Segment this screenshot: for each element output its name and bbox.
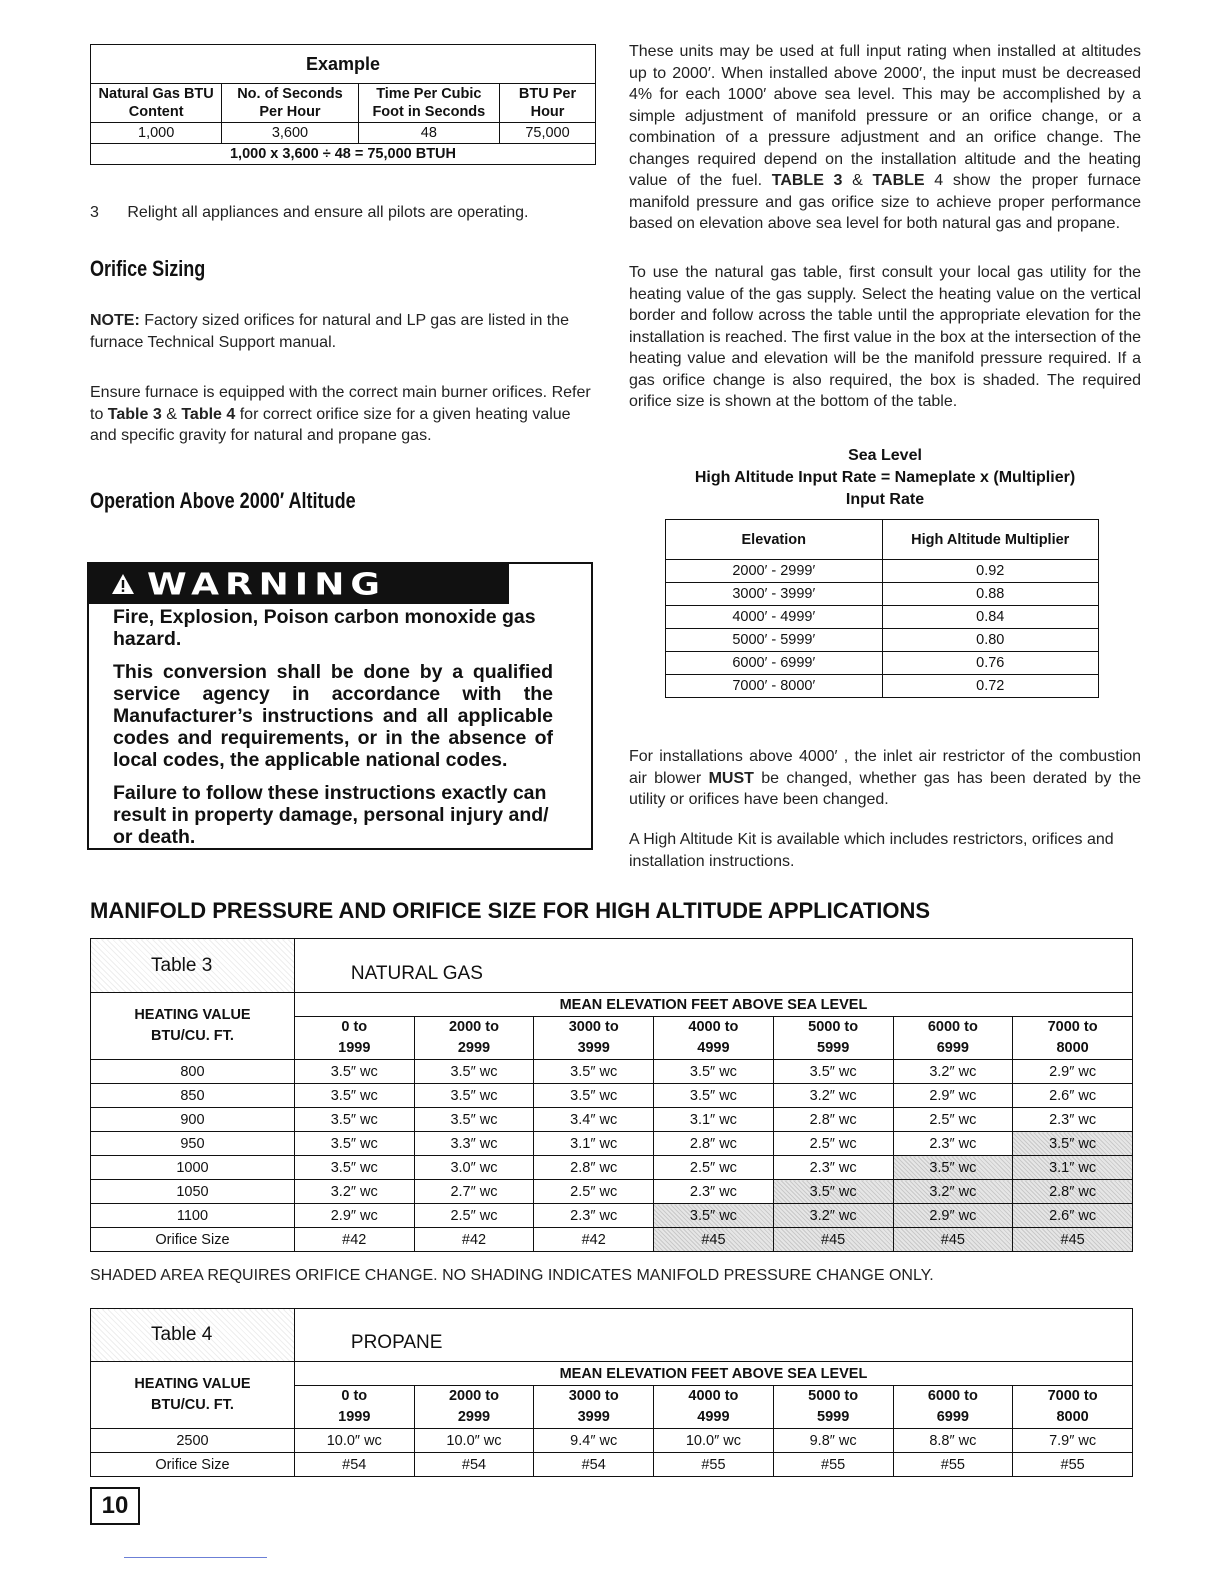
col-range-end: 2999 bbox=[457, 1040, 491, 1056]
orifice-note bbox=[90, 310, 600, 353]
step-number: 3 bbox=[90, 204, 99, 221]
orifice-size: #45 bbox=[893, 1228, 1013, 1252]
pressure-cell: 3.5″ wc bbox=[654, 1060, 774, 1084]
heating-value-cell bbox=[91, 1362, 295, 1429]
alt-cell: 7000′ - 8000′ bbox=[666, 675, 883, 698]
alt-cell: 4000′ - 4999′ bbox=[666, 606, 883, 629]
orifice-size: #42 bbox=[414, 1228, 534, 1252]
col-range-start: 4000 to bbox=[688, 1019, 739, 1035]
pressure-cell: 2.5″ wc bbox=[773, 1132, 893, 1156]
col-range-end: 8000 bbox=[1056, 1409, 1089, 1425]
warning-failure: Failure to follow these instructions exactly can result in property damage, personal injury and/ or death. bbox=[113, 782, 549, 848]
table4-label-cell bbox=[91, 1309, 295, 1362]
shaded-pressure-cell: 3.5″ wc bbox=[893, 1156, 1013, 1180]
alt-cell: 0.84 bbox=[882, 606, 1099, 629]
alt-header: Elevation bbox=[666, 520, 883, 560]
pressure-cell: 9.8″ wc bbox=[773, 1429, 893, 1453]
example-cell: 48 bbox=[358, 123, 499, 144]
footer-rule bbox=[124, 1557, 267, 1558]
col-range-end: 8000 bbox=[1056, 1040, 1089, 1056]
orifice-size: #54 bbox=[294, 1453, 414, 1477]
orifice-size: #42 bbox=[534, 1228, 654, 1252]
orifice-label: Orifice Size bbox=[91, 1453, 295, 1477]
pressure-cell: 10.0″ wc bbox=[654, 1429, 774, 1453]
pressure-cell: 2.5″ wc bbox=[654, 1156, 774, 1180]
section-title: MANIFOLD PRESSURE AND ORIFICE SIZE FOR HIGH ALTITUDE APPLICATIONS bbox=[90, 898, 931, 923]
table4-col-header bbox=[294, 1386, 414, 1429]
alt-cell: 2000′ - 2999′ bbox=[666, 560, 883, 583]
table3-label: Table 3 bbox=[151, 954, 213, 976]
example-cell: 75,000 bbox=[500, 123, 596, 144]
orifice-size: #55 bbox=[893, 1453, 1013, 1477]
formula-top: Sea Level bbox=[848, 447, 922, 464]
shading-note: SHADED AREA REQUIRES ORIFICE CHANGE. NO SHADING INDICATES MANIFOLD PRESSURE CHANGE ONLY. bbox=[90, 1267, 934, 1284]
shaded-pressure-cell: 2.9″ wc bbox=[893, 1204, 1013, 1228]
alt-cell: 0.80 bbox=[882, 629, 1099, 652]
para-text: For installations above 4000′ , the inlet air restrictor of the combustion air blower bbox=[629, 748, 1141, 787]
pressure-cell: 3.5″ wc bbox=[534, 1060, 654, 1084]
orifice-label: Orifice Size bbox=[91, 1228, 295, 1252]
amp: & bbox=[166, 405, 177, 423]
pressure-cell: 2.3″ wc bbox=[893, 1132, 1013, 1156]
alt-cell: 0.76 bbox=[882, 652, 1099, 675]
orifice-size: #42 bbox=[294, 1228, 414, 1252]
alt-cell: 5000′ - 5999′ bbox=[666, 629, 883, 652]
shaded-pressure-cell: 2.6″ wc bbox=[1013, 1204, 1133, 1228]
table4-col-header bbox=[893, 1386, 1013, 1429]
col-range-start: 3000 to bbox=[568, 1388, 619, 1404]
hv-label: HEATING VALUE bbox=[134, 1007, 251, 1023]
orifice-size: #55 bbox=[654, 1453, 774, 1477]
table4-col-header bbox=[773, 1386, 893, 1429]
alt-cell: 6000′ - 6999′ bbox=[666, 652, 883, 675]
pressure-cell: 3.2″ wc bbox=[893, 1060, 1013, 1084]
shaded-pressure-cell: 3.5″ wc bbox=[654, 1204, 774, 1228]
table3-row bbox=[91, 1132, 1133, 1156]
table4-col-header bbox=[1013, 1386, 1133, 1429]
para-text: These units may be used at full input rating when installed at altitudes up to 2000′. When installed above 2000′, the input must be decreased 4% for each 1000′ above sea level. This may be accomplished by a simple adjustment of manifold pressure or an orifice change, or a combination of a pressure adjustment and an orifice change. The changes required depend on the installation altitude and the heating value of the fuel. bbox=[629, 43, 1141, 189]
page-number: 10 bbox=[90, 1487, 140, 1525]
table3-row bbox=[91, 1108, 1133, 1132]
heating-value: 1050 bbox=[91, 1180, 295, 1204]
table3-ref: Table 3 bbox=[107, 405, 162, 423]
pressure-cell: 2.8″ wc bbox=[534, 1156, 654, 1180]
pressure-cell: 2.5″ wc bbox=[534, 1180, 654, 1204]
table4-title: PROPANE bbox=[294, 1309, 1132, 1362]
table3-row bbox=[91, 1060, 1133, 1084]
pressure-cell: 7.9″ wc bbox=[1013, 1429, 1133, 1453]
alt-cell: 0.88 bbox=[882, 583, 1099, 606]
pressure-cell: 2.7″ wc bbox=[414, 1180, 534, 1204]
pressure-cell: 3.5″ wc bbox=[294, 1108, 414, 1132]
col-range-end: 5999 bbox=[817, 1409, 850, 1425]
pressure-cell: 2.3″ wc bbox=[534, 1204, 654, 1228]
natural-gas-table bbox=[90, 938, 1133, 1252]
example-cell: 3,600 bbox=[222, 123, 358, 144]
table3-col-header bbox=[1013, 1017, 1133, 1060]
table4-col-header bbox=[414, 1386, 534, 1429]
shaded-pressure-cell: 3.5″ wc bbox=[773, 1180, 893, 1204]
pressure-cell: 8.8″ wc bbox=[893, 1429, 1013, 1453]
table4-ref: Table 4 bbox=[181, 405, 236, 423]
hv-unit: BTU/CU. FT. bbox=[150, 1028, 234, 1044]
step-3 bbox=[90, 202, 600, 224]
table3-col-header bbox=[534, 1017, 654, 1060]
mean-elevation-header: MEAN ELEVATION FEET ABOVE SEA LEVEL bbox=[294, 1362, 1132, 1386]
amp: & bbox=[852, 172, 863, 189]
table3-col-header bbox=[773, 1017, 893, 1060]
col-range-start: 3000 to bbox=[568, 1019, 619, 1035]
example-header: Natural Gas BTU Content bbox=[91, 84, 222, 123]
pressure-cell: 3.2″ wc bbox=[773, 1084, 893, 1108]
col-range-end: 5999 bbox=[817, 1040, 850, 1056]
operation-heading: Operation Above 2000′ Altitude bbox=[90, 488, 356, 513]
col-range-end: 4999 bbox=[697, 1409, 730, 1425]
warning-triangle-icon bbox=[111, 573, 135, 595]
pressure-cell: 2.3″ wc bbox=[654, 1180, 774, 1204]
col-range-end: 6999 bbox=[936, 1040, 969, 1056]
pressure-cell: 2.3″ wc bbox=[773, 1156, 893, 1180]
pressure-cell: 2.5″ wc bbox=[893, 1108, 1013, 1132]
orifice-size: #55 bbox=[773, 1453, 893, 1477]
col-range-end: 6999 bbox=[936, 1409, 969, 1425]
table3-col-header bbox=[294, 1017, 414, 1060]
input-rate-formula bbox=[629, 445, 1141, 511]
heating-value: 950 bbox=[91, 1132, 295, 1156]
table3-title: NATURAL GAS bbox=[294, 939, 1132, 993]
must-emphasis: MUST bbox=[708, 769, 754, 787]
pressure-cell: 3.0″ wc bbox=[414, 1156, 534, 1180]
shaded-pressure-cell: 3.2″ wc bbox=[773, 1204, 893, 1228]
col-range-start: 0 to bbox=[341, 1388, 368, 1404]
alt-cell: 0.92 bbox=[882, 560, 1099, 583]
orifice-size: #45 bbox=[654, 1228, 774, 1252]
alt-header: High Altitude Multiplier bbox=[882, 520, 1099, 560]
pressure-cell: 3.4″ wc bbox=[534, 1108, 654, 1132]
example-cell: 1,000 bbox=[91, 123, 222, 144]
col-range-end: 4999 bbox=[697, 1040, 730, 1056]
orifice-size: #45 bbox=[773, 1228, 893, 1252]
pressure-cell: 3.1″ wc bbox=[654, 1108, 774, 1132]
col-range-start: 0 to bbox=[341, 1019, 368, 1035]
table4-row bbox=[91, 1429, 1133, 1453]
orifice-paragraph bbox=[90, 382, 600, 447]
pressure-cell: 10.0″ wc bbox=[294, 1429, 414, 1453]
para-text: for correct orifice size for a given heating value and specific gravity for natural and propane gas. bbox=[90, 405, 571, 444]
example-header: No. of Seconds Per Hour bbox=[222, 84, 358, 123]
pressure-cell: 3.2″ wc bbox=[294, 1180, 414, 1204]
para-text: Ensure furnace is equipped with the correct main burner orifices. Refer to bbox=[90, 384, 591, 423]
col-range-start: 2000 to bbox=[448, 1019, 499, 1035]
table4-orifice-row bbox=[91, 1453, 1133, 1477]
restrictor-paragraph bbox=[629, 746, 1141, 811]
pressure-cell: 10.0″ wc bbox=[414, 1429, 534, 1453]
pressure-cell: 3.5″ wc bbox=[294, 1132, 414, 1156]
orifice-size: #55 bbox=[1013, 1453, 1133, 1477]
note-text: Factory sized orifices for natural and LP gas are listed in the furnace Technical Support manual. bbox=[90, 312, 570, 351]
col-range-end: 3999 bbox=[577, 1409, 610, 1425]
pressure-cell: 3.5″ wc bbox=[294, 1084, 414, 1108]
formula-mid: High Altitude Input Rate = Nameplate x (Multiplier) bbox=[694, 469, 1076, 486]
table4-col-header bbox=[654, 1386, 774, 1429]
pressure-cell: 3.5″ wc bbox=[414, 1108, 534, 1132]
col-range-end: 1999 bbox=[338, 1040, 371, 1056]
kit-paragraph: A High Altitude Kit is available which includes restrictors, orifices and installation instructions. bbox=[629, 831, 1114, 870]
para-text: be changed, whether gas has been derated by the utility or orifices have been changed. bbox=[629, 769, 1141, 808]
pressure-cell: 3.5″ wc bbox=[294, 1060, 414, 1084]
warning-conversion: This conversion shall be done by a qualified service agency in accordance with the Manufacturer’s instructions and all applicable codes and requirements, or in the absence of local codes, the applicable national codes. bbox=[113, 661, 553, 771]
col-range-start: 7000 to bbox=[1047, 1388, 1098, 1404]
table3-ref: TABLE 3 bbox=[771, 172, 843, 189]
table4-label: Table 4 bbox=[151, 1324, 213, 1345]
table3-label-cell bbox=[91, 939, 295, 993]
col-range-start: 5000 to bbox=[808, 1019, 859, 1035]
warning-box bbox=[87, 562, 593, 850]
shaded-pressure-cell: 3.2″ wc bbox=[893, 1180, 1013, 1204]
col-range-end: 3999 bbox=[577, 1040, 610, 1056]
pressure-cell: 2.9″ wc bbox=[1013, 1060, 1133, 1084]
col-range-start: 7000 to bbox=[1047, 1019, 1098, 1035]
table3-row bbox=[91, 1084, 1133, 1108]
natural-gas-table-instructions: To use the natural gas table, first consult your local gas utility for the heating value of the gas supply. Select the heating value on the vertical border and follow across the table until the appropriate elevation for the installation is reached. The first value in the box at the intersection of the heating value and elevation will be the manifold pressure required. If a gas orifice change is also required, the box is shaded. The required orifice size is shown at the bottom of the table. bbox=[629, 264, 1141, 410]
pressure-cell: 3.5″ wc bbox=[534, 1084, 654, 1108]
table3-row bbox=[91, 1156, 1133, 1180]
table3-row bbox=[91, 1180, 1133, 1204]
pressure-cell: 2.8″ wc bbox=[773, 1108, 893, 1132]
orifice-size: #54 bbox=[534, 1453, 654, 1477]
shaded-pressure-cell: 3.1″ wc bbox=[1013, 1156, 1133, 1180]
warning-banner bbox=[89, 564, 509, 604]
table4-ref: TABLE bbox=[872, 172, 925, 189]
pressure-cell: 2.9″ wc bbox=[893, 1084, 1013, 1108]
pressure-cell: 3.5″ wc bbox=[773, 1060, 893, 1084]
note-label: NOTE: bbox=[90, 312, 140, 329]
example-header: BTU Per Hour bbox=[500, 84, 596, 123]
pressure-cell: 3.5″ wc bbox=[654, 1084, 774, 1108]
mean-elevation-header: MEAN ELEVATION FEET ABOVE SEA LEVEL bbox=[294, 993, 1132, 1017]
orifice-sizing-heading: Orifice Sizing bbox=[90, 256, 206, 281]
heating-value: 2500 bbox=[91, 1429, 295, 1453]
table3-orifice-row bbox=[91, 1228, 1133, 1252]
heating-value: 1100 bbox=[91, 1204, 295, 1228]
warning-title: WARNING bbox=[147, 566, 386, 602]
pressure-cell: 2.9″ wc bbox=[294, 1204, 414, 1228]
pressure-cell: 3.3″ wc bbox=[414, 1132, 534, 1156]
pressure-cell: 2.5″ wc bbox=[414, 1204, 534, 1228]
warning-body bbox=[113, 606, 553, 859]
propane-table bbox=[90, 1308, 1133, 1477]
example-table bbox=[90, 44, 596, 165]
col-range-start: 2000 to bbox=[448, 1388, 499, 1404]
heating-value: 1000 bbox=[91, 1156, 295, 1180]
formula-bottom: Input Rate bbox=[845, 491, 925, 508]
table3-row bbox=[91, 1204, 1133, 1228]
table3-col-header bbox=[654, 1017, 774, 1060]
heating-value: 850 bbox=[91, 1084, 295, 1108]
pressure-cell: 3.1″ wc bbox=[534, 1132, 654, 1156]
example-caption: Example bbox=[91, 45, 596, 84]
heating-value: 800 bbox=[91, 1060, 295, 1084]
heating-value: 900 bbox=[91, 1108, 295, 1132]
pressure-cell: 2.8″ wc bbox=[654, 1132, 774, 1156]
altitude-paragraph bbox=[629, 41, 1141, 235]
example-formula: 1,000 x 3,600 ÷ 48 = 75,000 BTUH bbox=[91, 144, 596, 165]
pressure-cell: 3.5″ wc bbox=[414, 1084, 534, 1108]
table4-col-header bbox=[534, 1386, 654, 1429]
alt-cell: 3000′ - 3999′ bbox=[666, 583, 883, 606]
hv-label: HEATING VALUE bbox=[134, 1376, 251, 1392]
step-text: Relight all appliances and ensure all pilots are operating. bbox=[127, 204, 529, 221]
col-range-end: 1999 bbox=[338, 1409, 371, 1425]
shaded-pressure-cell: 2.8″ wc bbox=[1013, 1180, 1133, 1204]
hv-unit: BTU/CU. FT. bbox=[150, 1397, 234, 1413]
table3-col-header bbox=[414, 1017, 534, 1060]
col-range-start: 6000 to bbox=[927, 1019, 978, 1035]
table3-col-header bbox=[893, 1017, 1013, 1060]
pressure-cell: 9.4″ wc bbox=[534, 1429, 654, 1453]
warning-hazard: Fire, Explosion, Poison carbon monoxide gas hazard. bbox=[113, 606, 536, 650]
orifice-size: #45 bbox=[1013, 1228, 1133, 1252]
orifice-size: #54 bbox=[414, 1453, 534, 1477]
pressure-cell: 3.5″ wc bbox=[294, 1156, 414, 1180]
shaded-pressure-cell: 3.5″ wc bbox=[1013, 1132, 1133, 1156]
alt-cell: 0.72 bbox=[882, 675, 1099, 698]
col-range-start: 5000 to bbox=[808, 1388, 859, 1404]
col-range-end: 2999 bbox=[457, 1409, 491, 1425]
pressure-cell: 2.6″ wc bbox=[1013, 1084, 1133, 1108]
col-range-start: 6000 to bbox=[927, 1388, 978, 1404]
col-range-start: 4000 to bbox=[688, 1388, 739, 1404]
pressure-cell: 3.5″ wc bbox=[414, 1060, 534, 1084]
pressure-cell: 2.3″ wc bbox=[1013, 1108, 1133, 1132]
example-header: Time Per Cubic Foot in Seconds bbox=[358, 84, 499, 123]
altitude-multiplier-table bbox=[665, 519, 1099, 698]
heading-value-cell bbox=[91, 993, 295, 1060]
para-text: 4 show the proper furnace manifold pressure and gas orifice size to achieve proper performance based on elevation above sea level for both natural gas and propane. bbox=[629, 172, 1142, 232]
